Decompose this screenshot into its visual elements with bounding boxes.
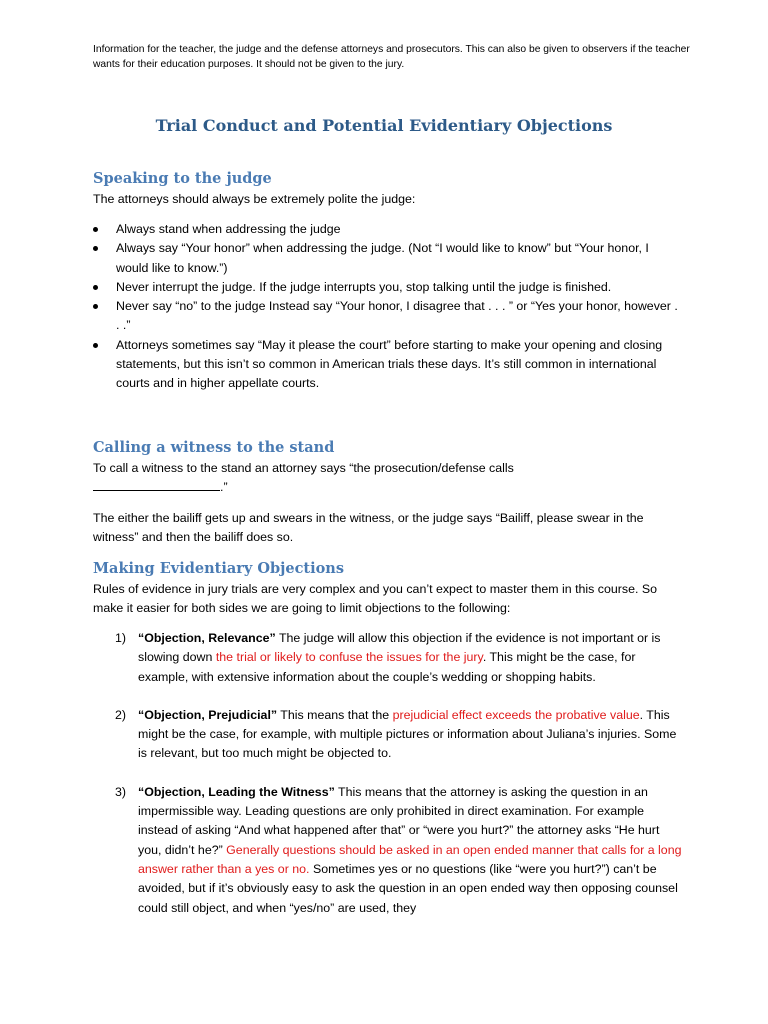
audience-note: Information for the teacher, the judge and the defense attorneys and prosecutors. This can also be given to observers if the teacher wants for their education purposes. It should not be given to the jury. <box>93 44 690 70</box>
section-heading-speaking: Speaking to the judge <box>93 170 272 187</box>
objections-list <box>93 629 683 937</box>
list-item: 2) “Objection, Prejudicial” This means that the prejudicial effect exceeds the probative value. This might be the case, for example, with multiple pictures or information about Juliana’s injuries. Some is relevant, but too much might be objected to. <box>115 707 677 761</box>
witness-paragraph-2: The either the bailiff gets up and swears in the witness, or the judge says “Bailiff, please swear in the witness” and then the bailiff does so. <box>93 511 644 545</box>
list-item: Always stand when addressing the judge <box>93 220 683 239</box>
speaking-intro: The attorneys should always be extremely polite the judge: <box>93 192 416 206</box>
section-heading-witness: Calling a witness to the stand <box>93 439 335 456</box>
bullet-icon <box>93 343 98 348</box>
bullet-icon <box>93 285 98 290</box>
list-item: Always say “Your honor” when addressing the judge. (Not “I would like to know” but “Your honor, I would like to know.”) <box>93 239 683 278</box>
blank-line <box>93 478 220 491</box>
list-item: Never interrupt the judge. If the judge interrupts you, stop talking until the judge is finished. <box>93 278 683 297</box>
list-item: 1) “Objection, Relevance” The judge will allow this objection if the evidence is not important or is slowing down the trial or likely to confuse the issues for the jury. This might be the case, for example, with extensive information about the couple’s wedding or shopping habits. <box>115 631 661 684</box>
section-heading-objections: Making Evidentiary Objections <box>93 560 344 577</box>
bullet-icon <box>93 227 98 232</box>
objections-intro: Rules of evidence in jury trials are very complex and you can’t expect to master them in this course. So make it easier for both sides we are going to limit objections to the following: <box>93 582 658 616</box>
list-item: Attorneys sometimes say “May it please the court” before starting to make your opening and closing statements, but this isn’t so common in American trials these days. It’s still common in international courts and in higher appellate courts. <box>93 336 683 394</box>
bullet-icon <box>93 246 98 251</box>
speaking-bullet-list <box>93 220 683 394</box>
list-item: 3) “Objection, Leading the Witness” This means that the attorney is asking the question in an impermissible way. Leading questions are only prohibited in direct examination. For example instead of asking “And what happened after that” or “were you hurt?” the attorney asks “He hurt you, didn’t he?” Generally questions should be asked in an open ended manner that calls for a long answer rather than a yes or no. Sometimes yes or no questions (like “were you hurt?”) can’t be avoided, but if it’s obviously easy to ask the question in an open ended way then opposing counsel could still object, and when “yes/no” are used, they <box>115 784 682 915</box>
witness-paragraph-1: To call a witness to the stand an attorney says “the prosecution/defense calls .” <box>93 461 514 495</box>
page-title: Trial Conduct and Potential Evidentiary Objections <box>155 116 613 135</box>
bullet-icon <box>93 304 98 309</box>
list-item: Never say “no” to the judge Instead say “Your honor, I disagree that . . . ” or “Yes your honor, however . . .” <box>93 297 683 336</box>
